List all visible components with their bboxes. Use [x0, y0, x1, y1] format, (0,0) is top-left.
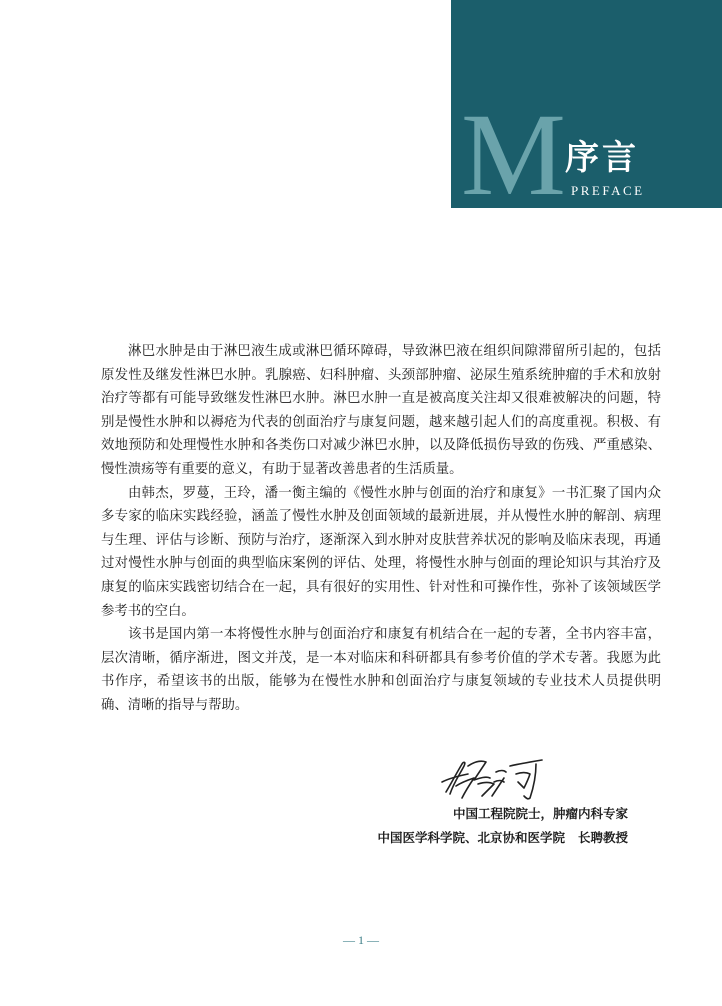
paragraph: 淋巴水肿是由于淋巴液生成或淋巴循环障碍，导致淋巴液在组织间隙滞留所引起的，包括原发性及继发性淋巴水肿。乳腺癌、妇科肿瘤、头颈部肿瘤、泌尿生殖系统肿瘤的手术和放射治疗等都有可能导致继发性淋巴水肿。淋巴水肿一直是被高度关注却又很难被解决的问题，特别是慢性水肿和以褥疮为代表的创面治疗与康复问题，越来越引起人们的高度重视。积极、有效地预防和处理慢性水肿和各类伤口对减少淋巴水肿，以及降低损伤导致的伤残、严重感染、慢性溃疡等有重要的意义，有助于显著改善患者的生活质量。 [101, 344, 661, 477]
page-subtitle: PREFACE [571, 183, 645, 198]
preface-body [101, 340, 661, 718]
paragraph: 该书是国内第一本将慢性水肿与创面治疗和康复有机结合在一起的专著，全书内容丰富，层次清晰，循序渐进，图文并茂，是一本对临床和科研都具有参考价值的学术专著。我愿为此书作序，希望该书的出版，能够为在慢性水肿和创面治疗与康复领域的专业技术人员提供明确、清晰的指导与帮助。 [101, 627, 661, 713]
page-title: 序言 [565, 138, 639, 178]
author-title: 中国工程院院士，肿瘤内科专家 [452, 806, 628, 821]
handwritten-signature [438, 752, 558, 804]
decorative-letter: M [461, 89, 566, 220]
author-affiliation: 中国医学科学院、北京协和医学院 长聘教授 [377, 830, 628, 845]
paragraph: 由韩杰，罗蔓，王玲，潘一衡主编的《慢性水肿与创面的治疗和康复》一书汇聚了国内众多专家的临床实践经验，涵盖了慢性水肿及创面领域的最新进展，并从慢性水肿的解剖、病理与生理、评估与诊断、预防与治疗，逐渐深入到水肿对皮肤营养状况的影响及临床表现，再通过对慢性水肿与创面的典型临床案例的评估、处理，将慢性水肿与创面的理论知识与其治疗及康复的临床实践密切结合在一起，具有很好的实用性、针对性和可操作性，弥补了该领域医学参考书的空白。 [101, 485, 661, 619]
page-number: — 1 — [343, 933, 379, 947]
